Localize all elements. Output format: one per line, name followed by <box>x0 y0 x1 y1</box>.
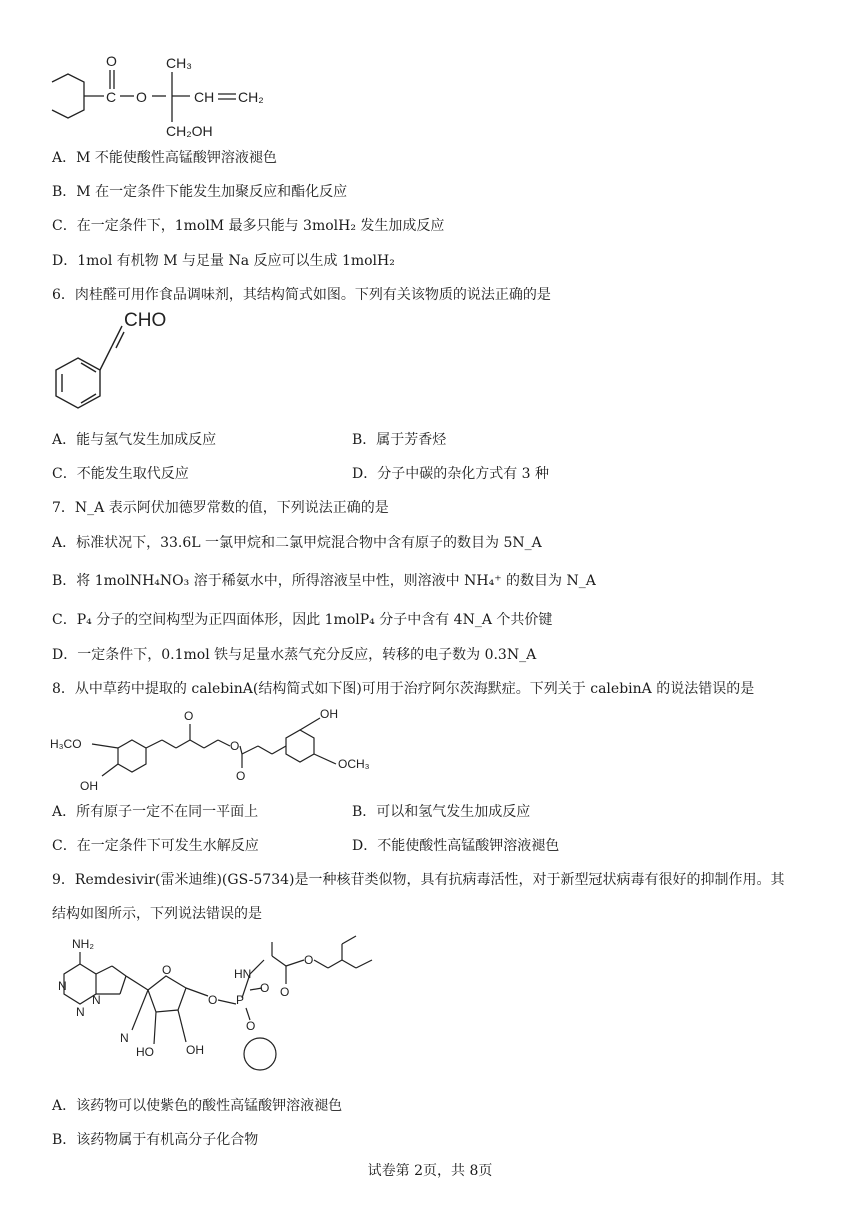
structure-calebin-a <box>50 704 390 796</box>
q7-option-c: C．P₄ 分子的空间构型为正四面体形，因此 1molP₄ 分子中含有 4N_A 个共价键 <box>52 612 553 628</box>
q9-option-b: B．该药物属于有机高分子化合物 <box>52 1132 259 1148</box>
remdesivir-n1: N <box>58 979 67 993</box>
q7-option-b: B．将 1molNH₄NO₃ 溶于稀氨水中，所得溶液呈中性，则溶液中 NH₄⁺ 的数目为 N_A <box>52 573 596 589</box>
q7-option-a: A．标准状况下，33.6L 一氯甲烷和二氯甲烷混合物中含有原子的数目为 5N_A <box>52 535 542 551</box>
q8-option-d: D．不能使酸性高锰酸钾溶液褪色 <box>352 838 560 854</box>
q7-stem: 7．N_A 表示阿伏加德罗常数的值，下列说法正确的是 <box>52 500 389 516</box>
q5-option-c: C．在一定条件下，1molM 最多只能与 3molH₂ 发生加成反应 <box>52 218 445 234</box>
m-ch3: CH₃ <box>166 55 192 71</box>
structure-m <box>48 52 278 142</box>
remdesivir-ho: HO <box>136 1045 154 1059</box>
q6-option-c: C．不能发生取代反应 <box>52 466 189 482</box>
m-ester-o: O <box>136 89 147 105</box>
m-ch2: CH₂ <box>238 89 264 105</box>
q6-option-b: B．属于芳香烃 <box>352 432 447 448</box>
remdesivir-n2: N <box>76 1005 85 1019</box>
remdesivir-ester-o: O <box>304 953 314 967</box>
m-carbonyl-o: O <box>106 53 117 69</box>
m-carbon-c: C <box>106 89 117 105</box>
calebin-oh-bottom: OH <box>80 779 98 793</box>
q8-option-b: B．可以和氢气发生加成反应 <box>352 804 531 820</box>
q5-option-b: B．M 在一定条件下能发生加聚反应和酯化反应 <box>52 184 348 200</box>
remdesivir-n3: N <box>92 993 101 1007</box>
m-ch2oh: CH₂OH <box>166 123 213 139</box>
structure-cinnamaldehyde <box>48 306 188 426</box>
remdesivir-phenoxy-o: O <box>246 1019 256 1033</box>
q9-option-a: A．该药物可以使紫色的酸性高锰酸钾溶液褪色 <box>52 1098 343 1114</box>
calebin-och3: OCH₃ <box>338 757 370 771</box>
remdesivir-cn: N <box>120 1031 129 1045</box>
remdesivir-o-link: O <box>208 993 218 1007</box>
remdesivir-oh: OH <box>186 1043 204 1057</box>
q6-option-d: D．分子中碳的杂化方式有 3 种 <box>352 466 550 482</box>
remdesivir-ring-o: O <box>162 963 172 977</box>
calebin-oh-top: OH <box>320 707 338 721</box>
q8-option-a: A．所有原子一定不在同一平面上 <box>52 804 259 820</box>
cinnamaldehyde-cho: CHO <box>124 310 167 331</box>
q8-option-c: C．在一定条件下可发生水解反应 <box>52 838 259 854</box>
remdesivir-carbonyl-o: O <box>280 985 290 999</box>
remdesivir-p-o: O <box>260 981 270 995</box>
calebin-carbonyl-o: O <box>236 769 246 783</box>
q7-option-d: D．一定条件下，0.1mol 铁与足量水蒸气充分反应，转移的电子数为 0.3N_A <box>52 647 537 663</box>
structure-remdesivir <box>50 934 390 1084</box>
remdesivir-nh2: NH₂ <box>72 937 94 951</box>
q9-stem-line1: 9．Remdesivir(雷米迪维)(GS-5734)是一种核苷类似物，具有抗病毒活性，对于新型冠状病毒有很好的抑制作用。其 <box>52 872 785 888</box>
q9-stem-line2: 结构如图所示，下列说法错误的是 <box>52 906 262 922</box>
page-footer: 试卷第 2页，共 8页 <box>367 1163 493 1179</box>
q5-option-d: D．1mol 有机物 M 与足量 Na 反应可以生成 1molH₂ <box>52 253 395 269</box>
calebin-h3co: H₃CO <box>50 737 82 751</box>
m-ch: CH <box>194 89 215 105</box>
remdesivir-hn: HN <box>234 967 252 981</box>
q6-option-a: A．能与氢气发生加成反应 <box>52 432 217 448</box>
calebin-keto-o: O <box>184 709 194 723</box>
q6-stem: 6．肉桂醛可用作食品调味剂，其结构简式如图。下列有关该物质的说法正确的是 <box>52 287 551 303</box>
q5-option-a: A．M 不能使酸性高锰酸钾溶液褪色 <box>52 150 277 166</box>
calebin-ester-o: O <box>230 739 240 753</box>
q8-stem: 8．从中草药中提取的 calebinA(结构简式如下图)可用于治疗阿尔茨海默症。下列关于 calebinA 的说法错误的是 <box>52 681 755 697</box>
remdesivir-p: P <box>236 993 245 1007</box>
